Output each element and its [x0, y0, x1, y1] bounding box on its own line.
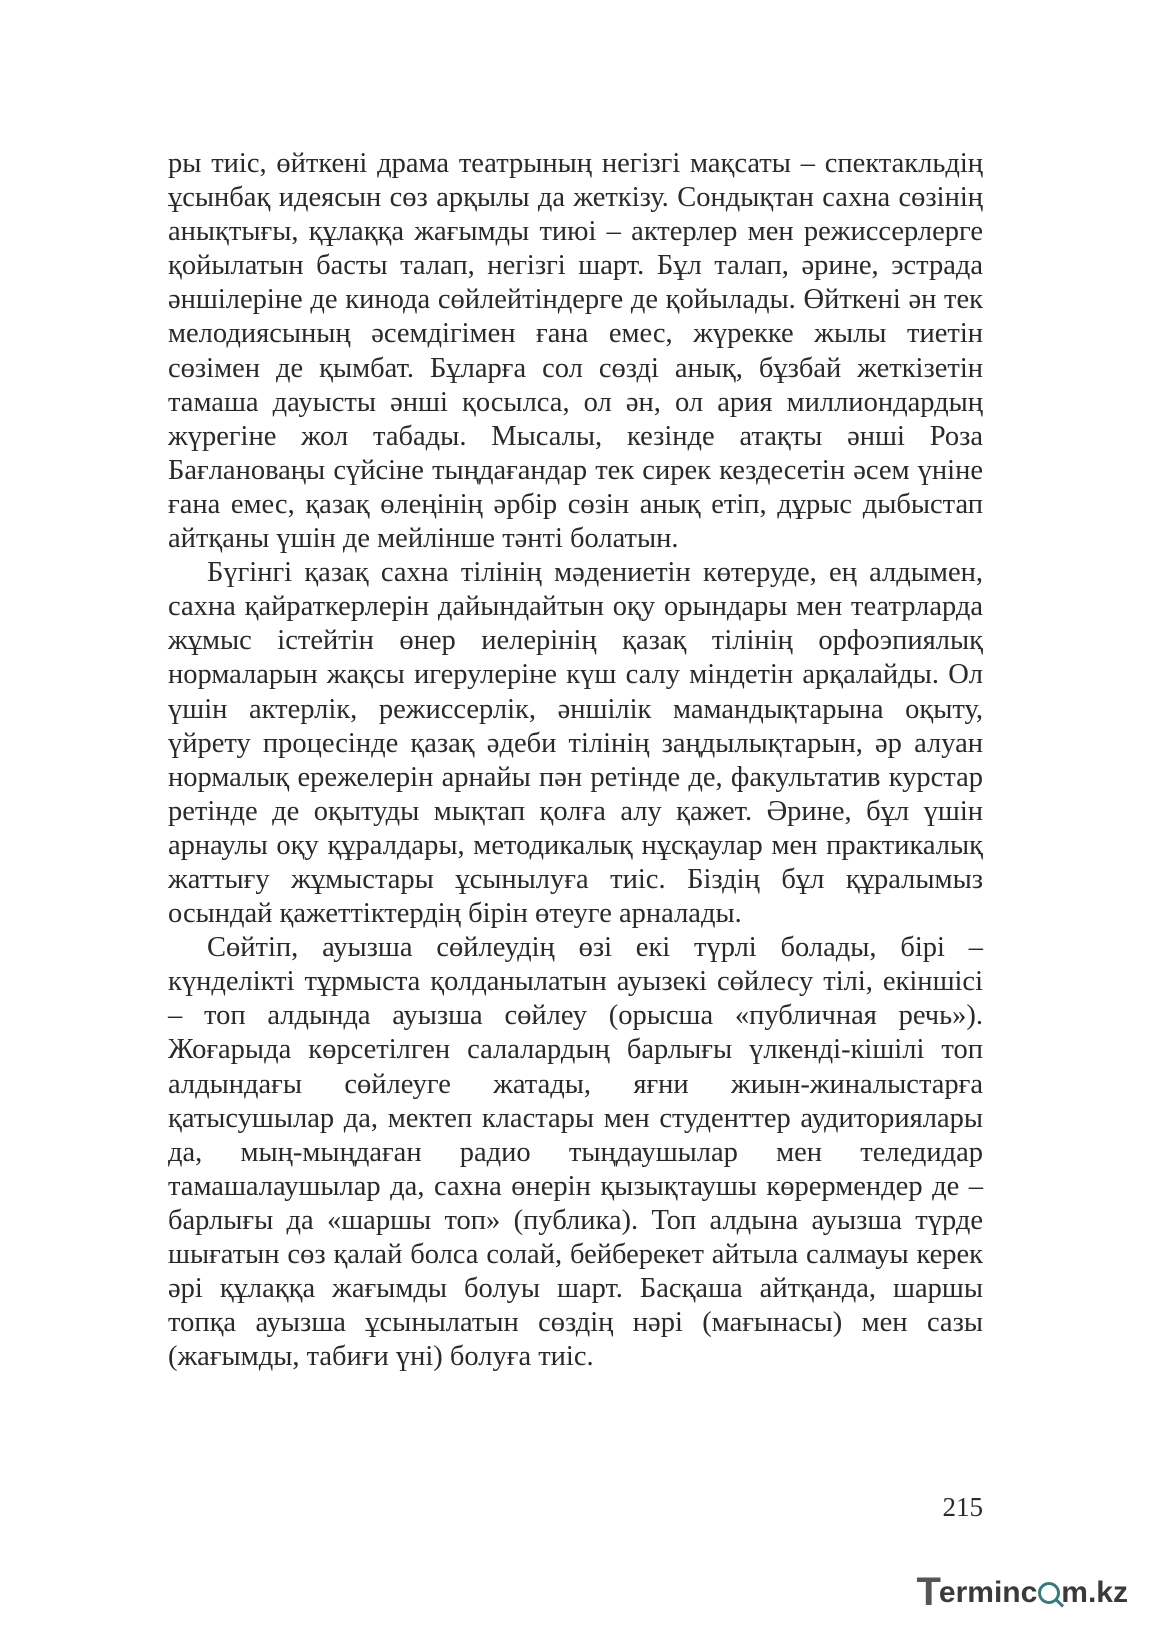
paragraph-3: Сөйтіп, ауызша сөйлеудің өзі екі түрлі болады, бірі – күнделікті тұрмыста қолданылатын ауызекі сөйлесу тілі, екіншісі – топ алдында ауызша сөйлеу (орысша «публичная речь»). Жоғарыда көрсетілген салалардың барлығы үлкенді-кішілі топ алдындағы сөйлеуге жатады, яғни жиын-жиналыстарға қатысушылар да, мектеп кластары мен студенттер аудиториялары да, мың-мыңдаған радио тыңдаушылар мен теледидар тамашалаушылар да, сахна өнерін қызықтаушы көрермендер де – барлығы да «шаршы топ» (публика). Топ алдына ауызша түрде шығатын сөз қалай болса солай, бейберекет айтыла салмауы керек әрі құлаққа жағымды болуы шарт. Басқаша айтқанда, шаршы топқа ауызша ұсынылатын сөздің нәрі (мағынасы) мен сазы (жағымды, табиғи үні) болуға тиіс. — [168, 932, 983, 1373]
magnifier-o-icon — [1038, 1582, 1060, 1604]
watermark-text-2: m.kz — [1061, 1575, 1128, 1609]
page-number: 215 — [942, 1492, 983, 1522]
termincom-watermark — [916, 1570, 1128, 1615]
body-text — [168, 147, 983, 1374]
watermark-text-1: erminc — [938, 1575, 1038, 1609]
paragraph-1: ры тиіс, өйткені драма театрының негізгі мақсаты – спектакльдің ұсынбақ идеясын сөз арқылы да жеткізу. Сондықтан сахна сөзінің анықтығы, құлаққа жағымды тиюі – актерлер мен режиссерлерге қойылатын басты талап, негізгі шарт. Бұл талап, әрине, эстрада әншілеріне де кинода сөйлейтіндерге де қойылады. Өйткені ән тек мелодиясының әсемдігімен ғана емес, жүрекке жылы тиетін сөзімен де қымбат. Бұларға сол сөзді анық, бұзбай жеткізетін тамаша дауысты әнші қосылса, ол ән, ол ария миллиондардың жүрегіне жол табады. Мысалы, кезінде атақты әнші Роза Бағлановаңы сүйсіне тыңдағандар тек сирек кездесетін әсем үніне ғана емес, қазақ өлеңінің әрбір сөзін анық етіп, дұрыс дыбыстап айтқаны үшін де мейлінше тәнті болатын. — [168, 148, 983, 555]
watermark-t: T — [916, 1570, 941, 1614]
paragraph-2: Бүгінгі қазақ сахна тілінің мәдениетін көтеруде, ең алдымен, сахна қайраткерлерін дайындайтын оқу орындары мен театрларда жұмыс істейтін өнер иелерінің қазақ тілінің орфоэпиялық нормаларын жақсы игерулеріне күш салу міндетін арқалайды. Ол үшін актерлік, режиссерлік, әншілік мамандықтарына оқыту, үйрету процесінде қазақ әдеби тілінің заңдылықтарын, әр алуан нормалық ережелерін арнайы пән ретінде де, факультатив курстар ретінде де оқытуды мықтап қолға алу қажет. Әрине, бұл үшін арнаулы оқу құралдары, методикалық нұсқаулар мен практикалық жаттығу жұмыстары ұсынылуға тиіс. Біздің бұл құралымыз осындай қажеттіктердің бірін өтеуге арналады. — [168, 557, 983, 930]
